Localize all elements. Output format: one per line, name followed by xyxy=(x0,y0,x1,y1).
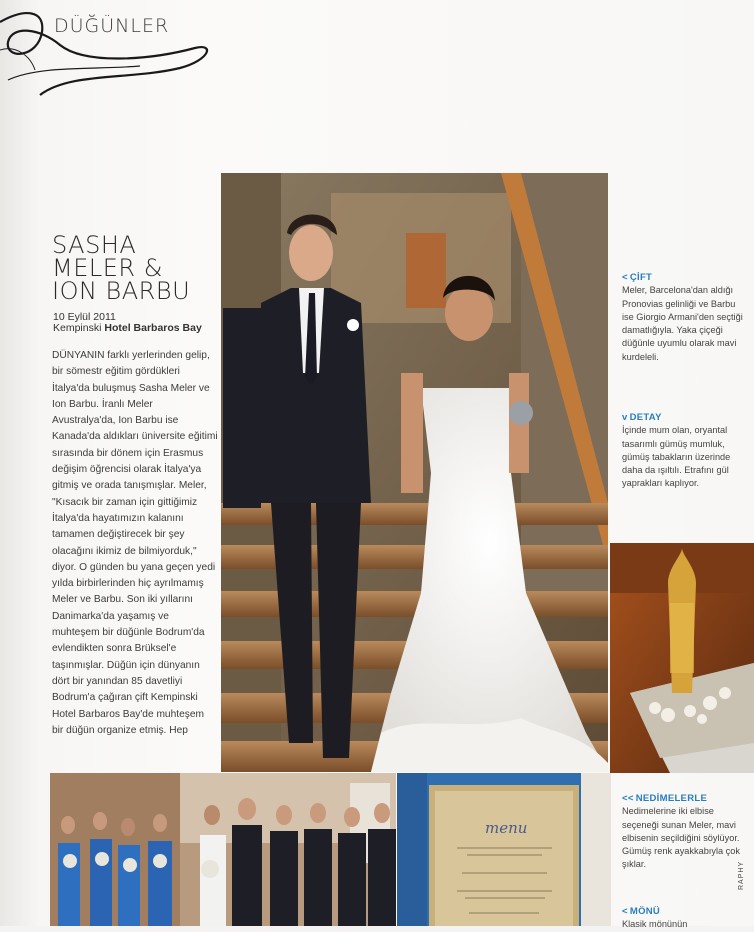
section-title: DÜĞÜNLER xyxy=(54,15,170,37)
caption-heading xyxy=(622,905,748,918)
caption-heading xyxy=(622,271,748,284)
caption-text: Klasik mönünün xyxy=(622,919,688,930)
candle-holder-photo xyxy=(610,543,754,773)
arrow-left-icon: < xyxy=(622,906,628,917)
caption-heading-text: ÇİFT xyxy=(629,272,653,283)
menu-card-photo xyxy=(397,773,611,926)
caption-text: Meler, Barcelona'dan aldığı Pronovias gelinliği ve Barbu ise Giorgio Armani'den seçtiği damatlığıyla. Yaka çiçeği düğünle uyumlu olarak mavi kurdeleli. xyxy=(622,285,743,362)
venue-name: Hotel Barbaros Bay xyxy=(104,322,202,334)
article-date: 10 Eylül 2011 xyxy=(53,311,116,323)
title-line: MELER & xyxy=(52,254,163,282)
article-body xyxy=(52,348,218,739)
body-paragraph: DÜNYANIN farklı yerlerinden gelip, bir sömestr eğitim gördükleri İtalya'da buluşmuş Sasha Meler ve Ion Barbu. İranlı Meler Avustralya'da, Ion Barbu ise Kanada'da aldıkları üniversite eğitimi sırasında bir dönem için Erasmus değişim öğrencisi olarak İtalya'ya gitmiş ve orada tanışmışlar. Meler, "Kısacık bir zaman için gittiğimiz İtalya'da hayatımızın kalanını tamamen değiştirecek bir şey olacağını ikimiz de bilmiyorduk," diyor. O günden bu yana geçen yedi yılda birbirlerinden hiç ayrılmamış Meler ve Barbu. Son iki yıllarını Danimarka'da yaşamış ve muhteşem bir düğünle Bodrum'da evlendikten sonra Brüksel'e taşınmışlar. Düğün için dünyanın dört bir yanından 85 davetliyi Bodrum'a çağıran çift Kempinski Hotel Barbaros Bay'de muhteşem bir düğün organize etmiş. Hep xyxy=(52,350,218,736)
caption-menu xyxy=(622,905,748,932)
venue-prefix: Kempinski xyxy=(53,322,105,334)
menu-card-title: menu xyxy=(485,819,528,837)
caption-heading-text: DETAY xyxy=(629,412,662,423)
caption-text: Nedimelerine iki elbise seçeneği sunan Meler, mavi elbisenin seçildiğini söylüyor. Gümüş renk ayakkabıyla çok şıklar. xyxy=(622,806,740,870)
caption-heading-text: NEDİMELERLE xyxy=(635,793,708,804)
double-arrow-left-icon: << xyxy=(622,793,634,804)
article-title xyxy=(52,231,222,305)
caption-heading xyxy=(622,411,748,424)
caption-heading-text: MÖNÜ xyxy=(629,906,661,917)
article-venue xyxy=(53,322,202,334)
caption-couple xyxy=(622,271,748,364)
caption-text: İçinde mum olan, oryantal tasarımlı gümüş mumluk, gümüş tabakların üzerinde daha da ışıltılı. Etrafını gül yaprakları kaplıyor. xyxy=(622,425,731,489)
caption-heading xyxy=(622,792,748,805)
spine-credit: RAPHY xyxy=(738,860,745,890)
arrow-left-icon: < xyxy=(622,272,628,283)
caption-detail xyxy=(622,411,748,491)
arrow-down-icon: v xyxy=(622,412,628,423)
title-line: SASHA xyxy=(52,231,137,259)
couple-photo xyxy=(221,173,608,772)
bridesmaids-group-photo xyxy=(50,773,396,926)
title-line: ION BARBU xyxy=(52,277,191,305)
caption-bridesmaids xyxy=(622,792,748,872)
